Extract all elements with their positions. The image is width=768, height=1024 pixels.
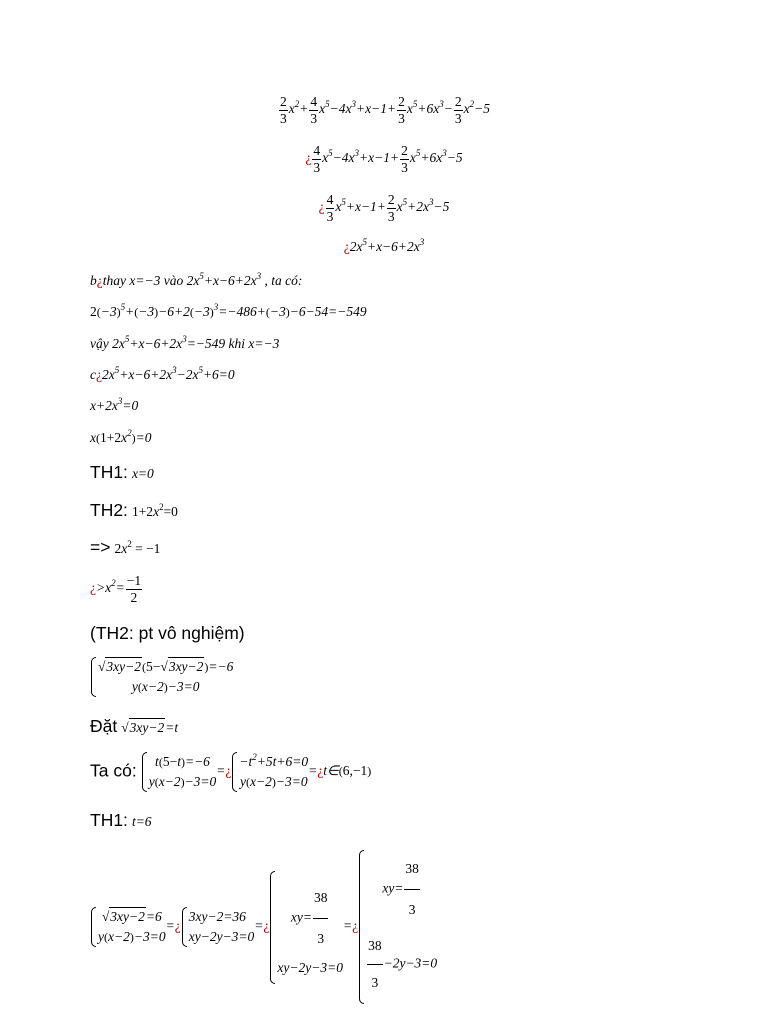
implies-row: => $2x^2 = -1$ <box>90 537 161 557</box>
equation-line-1: $\frac{2}{3}$ $x^2+$ $\frac{4}{3}$ $x^5-4x^3+x-1+$ $\frac{2}{3}$ $x^5+6x^3-$ $\frac{2}{3}$ $x^2-5$ <box>280 94 490 126</box>
part-c-line-2: $x+2x^3=0$ <box>90 396 139 413</box>
case-1b-row: TH1: t=6 <box>90 810 152 830</box>
case-1-label: TH1: <box>90 462 128 482</box>
final-system-chain: √3xy−2=6 y(x−2)−3=0 =¿ 3xy−2=36 xy−2y−3=0 =¿ xy= $\frac{38}{3}$ xy−2y−3=0 =¿ xy= $\frac{38}{3}$ $\frac{38}{3}$ −2y−3=0 <box>90 850 437 1004</box>
case-2-row: TH2: $1+2x^2=0$ <box>90 500 178 520</box>
part-c-line-3: $x(1+2x^2)=0$ <box>90 428 152 445</box>
implies-label: => <box>90 537 111 557</box>
no-solution-note: (TH2: pt vô nghiệm) <box>90 623 245 643</box>
case-1-row: TH1: x=0 <box>90 462 154 482</box>
case-1b-label: TH1: <box>90 810 128 830</box>
equation-line-3: ¿ $\frac{4}{3}$ $x^5+x-1+$ $\frac{2}{3}$ $x^5+2x^3-5$ <box>318 192 450 224</box>
we-have-label: Ta có: <box>90 760 137 781</box>
part-c-line-1: $c¿2x^5+x-6+2x^3-2x^5+6=0$ <box>90 365 235 382</box>
case-2-label: TH2: <box>90 500 128 520</box>
part-b-calculation: $2(-3)^5+(-3)-6+2(-3)^3=-486+(-3)-6-54=-549$ <box>90 302 367 319</box>
system-1: √3xy−2(5−√3xy−2)=−6 y(x−2)−3=0 <box>90 657 233 697</box>
x-squared-equation: ¿$>x^2=$ $\frac{-1}{2}$ <box>90 573 142 605</box>
we-have-row: Ta có: t(5−t)=−6 y(x−2)−3=0 =¿ $-t^2+5t+6=0$ y(x−2)−3=0 =¿t∈(6,−1) <box>90 752 371 792</box>
substitution-label: Đặt <box>90 716 118 736</box>
part-b-intro: b¿thay x=−3 vào $2x^5+x-6+2x^3$ , ta có: <box>90 271 303 288</box>
part-b-result: vậy $2x^5+x-6+2x^3=-549$ khi x=−3 <box>90 334 280 351</box>
equation-line-4: ¿$2x^5+x-6+2x^3$ <box>343 237 425 254</box>
substitution-row: Đặt √3xy−2=t <box>90 716 179 736</box>
equation-line-2: ¿ $\frac{4}{3}$ $x^5-4x^3+x-1+$ $\frac{2}{3}$ $x^5+6x^3-5$ <box>305 143 463 175</box>
